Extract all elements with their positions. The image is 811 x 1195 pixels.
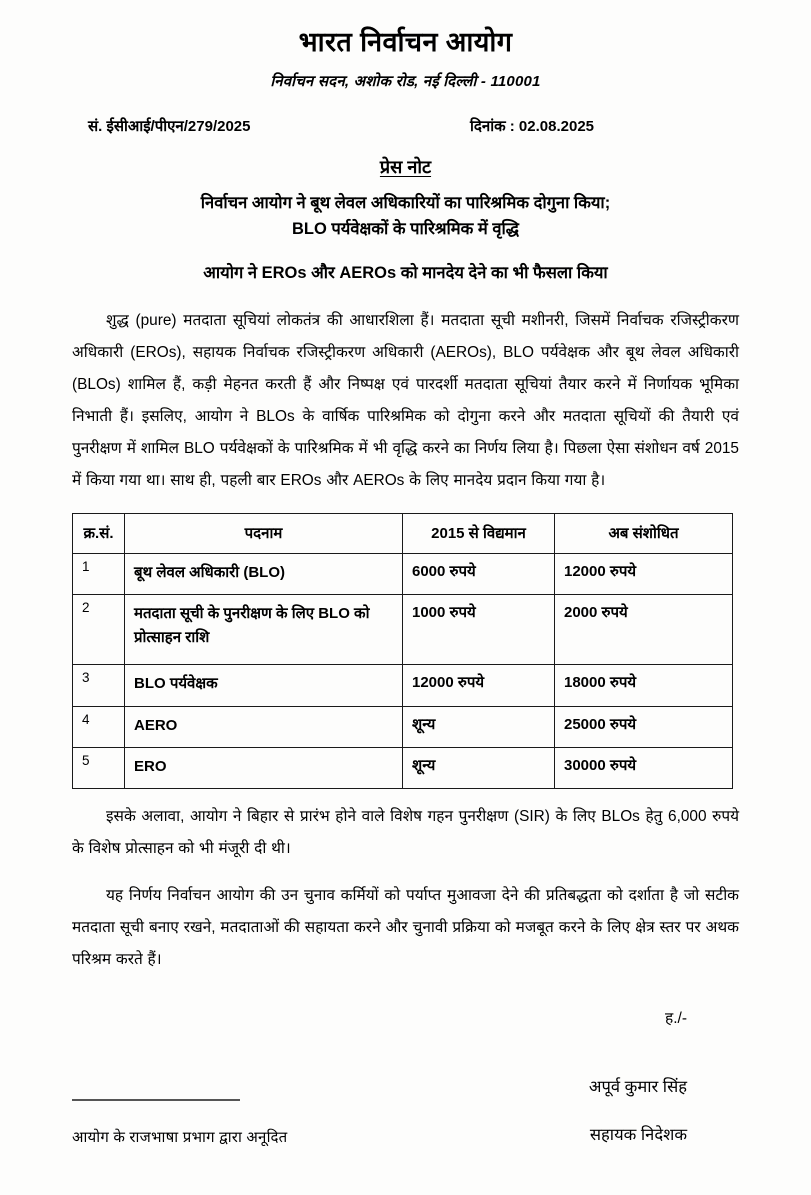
table-header-revised: अब संशोधित: [555, 513, 733, 553]
footer-divider: [72, 1099, 240, 1101]
cell-revised: 30000 रुपये: [555, 748, 733, 789]
cell-designation: AERO: [125, 706, 403, 747]
cell-designation: बूथ लेवल अधिकारी (BLO): [125, 553, 403, 594]
table-header-serial: क्र.सं.: [73, 513, 125, 553]
signatory-name: अपूर्व कुमार सिंह: [588, 1078, 687, 1097]
body-paragraph-3: यह निर्णय निर्वाचन आयोग की उन चुनाव कर्मियों को पर्याप्त मुआवजा देने की प्रतिबद्धता को दर्शाता है जो सटीक मतदाता सूची बनाए रखने, मतदाताओं की सहायता करने और चुनावी प्रक्रिया को मजबूत करने के लिए क्षेत्र स्तर पर अथक परिश्रम करते हैं।: [72, 887, 739, 969]
masthead: [72, 0, 739, 91]
subheadline: आयोग ने EROs और AEROs को मानदेय देने का भी फैसला किया: [203, 264, 608, 283]
table-header-existing: 2015 से विद्यमान: [403, 513, 555, 553]
cell-designation: ERO: [125, 748, 403, 789]
cell-existing: 6000 रुपये: [403, 553, 555, 594]
body-paragraph-2: इसके अलावा, आयोग ने बिहार से प्रारंभ होने वाले विशेष गहन पुनरीक्षण (SIR) के लिए BLOs हेतु 6,000 रुपये के विशेष प्रोत्साहन को भी मंजूरी दी थी।: [72, 808, 739, 858]
cell-revised: 2000 रुपये: [555, 594, 733, 665]
table-header-designation: पदनाम: [125, 513, 403, 553]
press-note-heading-wrap: [72, 155, 739, 179]
cell-revised: 12000 रुपये: [555, 553, 733, 594]
signatory-designation: सहायक निदेशक: [589, 1126, 687, 1145]
press-note-heading: प्रेस नोट: [379, 156, 432, 177]
cell-serial: 2: [73, 594, 125, 665]
cell-serial: 3: [73, 665, 125, 706]
cell-serial: 1: [73, 553, 125, 594]
headline: [72, 190, 739, 243]
headline-line-1: निर्वाचन आयोग ने बूथ लेवल अधिकारियों का पारिश्रमिक दोगुना किया;: [200, 193, 611, 212]
document-date: दिनांक : 02.08.2025: [470, 117, 594, 135]
cell-designation: मतदाता सूची के पुनरीक्षण के लिए BLO को प्रोत्साहन राशि: [125, 594, 403, 665]
cell-existing: शून्य: [403, 706, 555, 747]
organization-name: भारत निर्वाचन आयोग: [298, 27, 513, 57]
cell-existing: शून्य: [403, 748, 555, 789]
cell-revised: 18000 रुपये: [555, 665, 733, 706]
table-header-row: [73, 513, 733, 553]
table-row: [73, 748, 733, 789]
table-row: [73, 594, 733, 665]
headline-line-2: BLO पर्यवेक्षकों के पारिश्रमिक में वृद्धि: [292, 220, 519, 239]
organization-address: निर्वाचन सदन, अशोक रोड, नई दिल्ली - 110001: [270, 72, 541, 90]
reference-row: [72, 116, 739, 136]
remuneration-table: [72, 513, 733, 790]
table-row: [73, 706, 733, 747]
translation-note: आयोग के राजभाषा प्रभाग द्वारा अनूदित: [72, 1129, 288, 1146]
body-paragraph-1: शुद्ध (pure) मतदाता सूचियां लोकतंत्र की आधारशिला हैं। मतदाता सूची मशीनरी, जिसमें निर्वाचक रजिस्ट्रीकरण अधिकारी (EROs), सहायक निर्वाचक रजिस्ट्रीकरण अधिकारी (AEROs), BLO पर्यवेक्षक और बूथ लेवल अधिकारी (BLOs) शामिल हैं, कड़ी मेहनत करती हैं और निष्पक्ष एवं पारदर्शी मतदाता सूचियां तैयार करने में निर्णायक भूमिका निभाती हैं। इसलिए, आयोग ने BLOs के वार्षिक पारिश्रमिक को दोगुना करने और मतदाता सूचियों की तैयारी एवं पुनरीक्षण में शामिल BLO पर्यवेक्षकों के पारिश्रमिक में भी वृद्धि करने का निर्णय लिया है। पिछला ऐसा संशोधन वर्ष 2015 में किया गया था। साथ ही, पहली बार EROs और AEROs के लिए मानदेय प्रदान किया गया है।: [72, 312, 739, 489]
table-row: [73, 553, 733, 594]
reference-number: सं. ईसीआई/पीएन/279/2025: [88, 117, 251, 135]
table-row: [73, 665, 733, 706]
cell-existing: 1000 रुपये: [403, 594, 555, 665]
cell-existing: 12000 रुपये: [403, 665, 555, 706]
cell-revised: 25000 रुपये: [555, 706, 733, 747]
signature-mark: ह./-: [664, 1010, 687, 1028]
footer: [72, 1099, 732, 1147]
cell-serial: 4: [73, 706, 125, 747]
cell-serial: 5: [73, 748, 125, 789]
cell-designation: BLO पर्यवेक्षक: [125, 665, 403, 706]
